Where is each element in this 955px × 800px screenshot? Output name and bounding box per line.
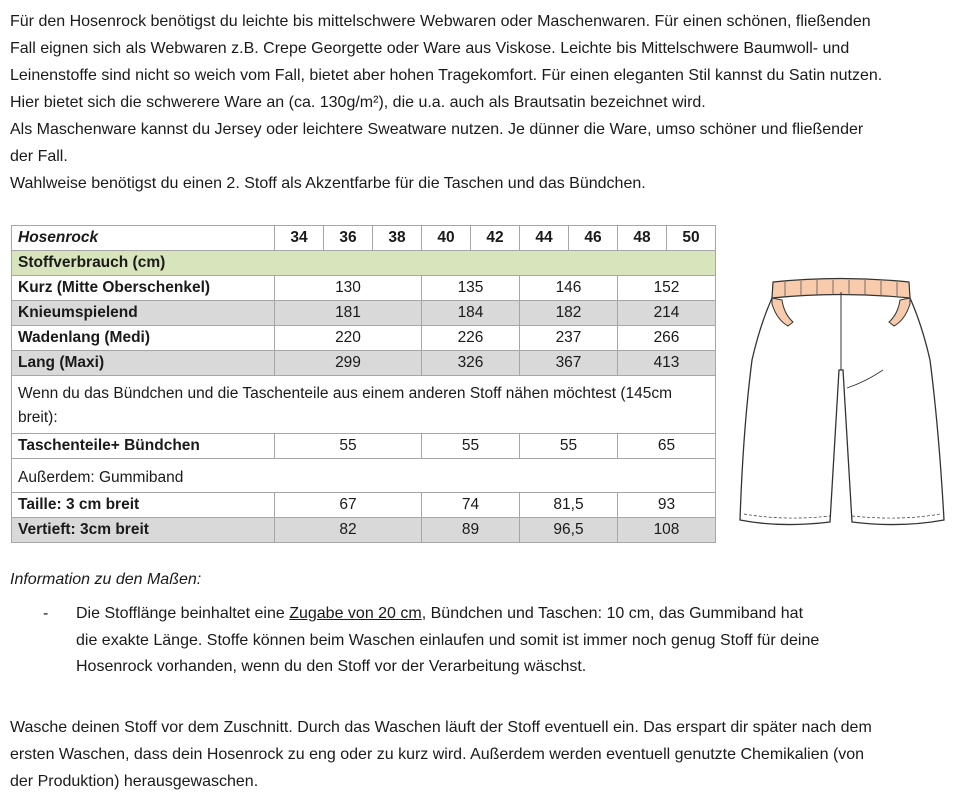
- table-cell: 108: [618, 518, 716, 543]
- table-cell: 67: [275, 493, 422, 518]
- table-cell: 226: [422, 326, 520, 351]
- size-header: 38: [373, 226, 422, 251]
- size-header: 40: [422, 226, 471, 251]
- section-row: [12, 251, 716, 276]
- left-pocket: [772, 298, 793, 326]
- table-cell: 182: [520, 301, 618, 326]
- size-header: 48: [618, 226, 667, 251]
- row-label: Kurz (Mitte Oberschenkel): [12, 276, 275, 301]
- table-cell: 55: [520, 434, 618, 459]
- contrast-fabric-note: Wenn du das Bündchen und die Taschenteile aus einem anderen Stoff nähen möchtest (145cm breit):: [12, 376, 716, 434]
- table-cell: 237: [520, 326, 618, 351]
- row-label: Wadenlang (Medi): [12, 326, 275, 351]
- elastic-note: Außerdem: Gummiband: [12, 459, 716, 493]
- note-row: [12, 376, 716, 434]
- table-row: [12, 351, 716, 376]
- table-cell: 214: [618, 301, 716, 326]
- table-cell: 81,5: [520, 493, 618, 518]
- section-label: Stoffverbrauch (cm): [12, 251, 716, 276]
- table-cell: 184: [422, 301, 520, 326]
- fold-line: [847, 370, 883, 388]
- right-pocket: [889, 298, 910, 326]
- size-header: 34: [275, 226, 324, 251]
- intro-paragraph-3: Wahlweise benötigst du einen 2. Stoff als Akzentfarbe für die Taschen und das Bündchen.: [10, 175, 646, 192]
- table-cell: 55: [275, 434, 422, 459]
- table-cell: 89: [422, 518, 520, 543]
- intro-text: [10, 8, 890, 197]
- table-cell: 181: [275, 301, 422, 326]
- note-row: [12, 459, 716, 493]
- fabric-requirements-table: [11, 225, 716, 543]
- row-label: Vertieft: 3cm breit: [12, 518, 275, 543]
- table-cell: 326: [422, 351, 520, 376]
- table-row: [12, 518, 716, 543]
- table-cell: 130: [275, 276, 422, 301]
- bullet-text-end: , Bündchen und Taschen: 10 cm, das Gummiband hat die exakte Länge. Stoffe können beim Waschen einlaufen und somit ist immer noch genug Stoff für deine Hosenrock vorhanden, wenn du den Stoff vor der Verarbeitung wäschst.: [76, 605, 820, 675]
- row-label: Knieumspielend: [12, 301, 275, 326]
- table-header-row: [12, 226, 716, 251]
- row-label: Taschenteile+ Bündchen: [12, 434, 275, 459]
- row-label: Lang (Maxi): [12, 351, 275, 376]
- table-cell: 82: [275, 518, 422, 543]
- header-label: Hosenrock: [12, 226, 275, 251]
- intro-paragraph-1: Für den Hosenrock benötigst du leichte bis mittelschwere Webwaren oder Maschenwaren. Für einen schönen, fließenden Fall eignen sich als Webwaren z.B. Crepe Georgette oder Ware aus Viskose. Leichte bis Mittelschwere Baumwoll- und Leinenstoffe sind nicht so weich vom Fall, bietet aber hohen Tragekomfort. Für einen eleganten Stil kannst du Satin nutzen. Hier bietet sich die schwerere Ware an (ca. 130g/m²), die u.a. auch als Brautsatin bezeichnet wird.: [10, 13, 883, 111]
- table-row: [12, 434, 716, 459]
- size-header: 42: [471, 226, 520, 251]
- table-cell: 135: [422, 276, 520, 301]
- hem-stitching: [744, 514, 940, 518]
- bullet-dash: -: [43, 605, 49, 622]
- table-cell: 299: [275, 351, 422, 376]
- table-cell: 266: [618, 326, 716, 351]
- outro-paragraph: Wasche deinen Stoff vor dem Zuschnitt. Durch das Waschen läuft der Stoff eventuell ein. Das erspart dir später nach dem ersten Waschen, dass dein Hosenrock zu eng oder zu kurz wird. Außerdem werden eventuell genutzte Chemikalien (von der Produktion) herausgewaschen.: [10, 719, 872, 790]
- size-header: 50: [667, 226, 716, 251]
- table-row: [12, 301, 716, 326]
- table-row: [12, 276, 716, 301]
- table-cell: 96,5: [520, 518, 618, 543]
- size-header: 44: [520, 226, 569, 251]
- table-cell: 413: [618, 351, 716, 376]
- bullet-text: [76, 601, 826, 681]
- allowance-highlight: Zugabe von 20 cm: [289, 605, 422, 622]
- table-cell: 220: [275, 326, 422, 351]
- row-label: Taille: 3 cm breit: [12, 493, 275, 518]
- table-cell: 74: [422, 493, 520, 518]
- table-cell: 65: [618, 434, 716, 459]
- table-row: [12, 493, 716, 518]
- outro-text: [10, 714, 890, 795]
- table-cell: 146: [520, 276, 618, 301]
- bullet-text-start: Die Stofflänge beinhaltet eine: [76, 605, 290, 622]
- table-cell: 93: [618, 493, 716, 518]
- size-header: 36: [324, 226, 373, 251]
- intro-paragraph-2: Als Maschenware kannst du Jersey oder leichtere Sweatware nutzen. Je dünner die Ware, umso schöner und fließender der Fall.: [10, 121, 864, 165]
- table-cell: 367: [520, 351, 618, 376]
- size-header: 46: [569, 226, 618, 251]
- skirt-outline: [740, 298, 944, 525]
- table-row: [12, 326, 716, 351]
- info-title: Information zu den Maßen:: [10, 571, 202, 588]
- skirt-illustration: [735, 270, 950, 530]
- table-cell: 55: [422, 434, 520, 459]
- table-cell: 152: [618, 276, 716, 301]
